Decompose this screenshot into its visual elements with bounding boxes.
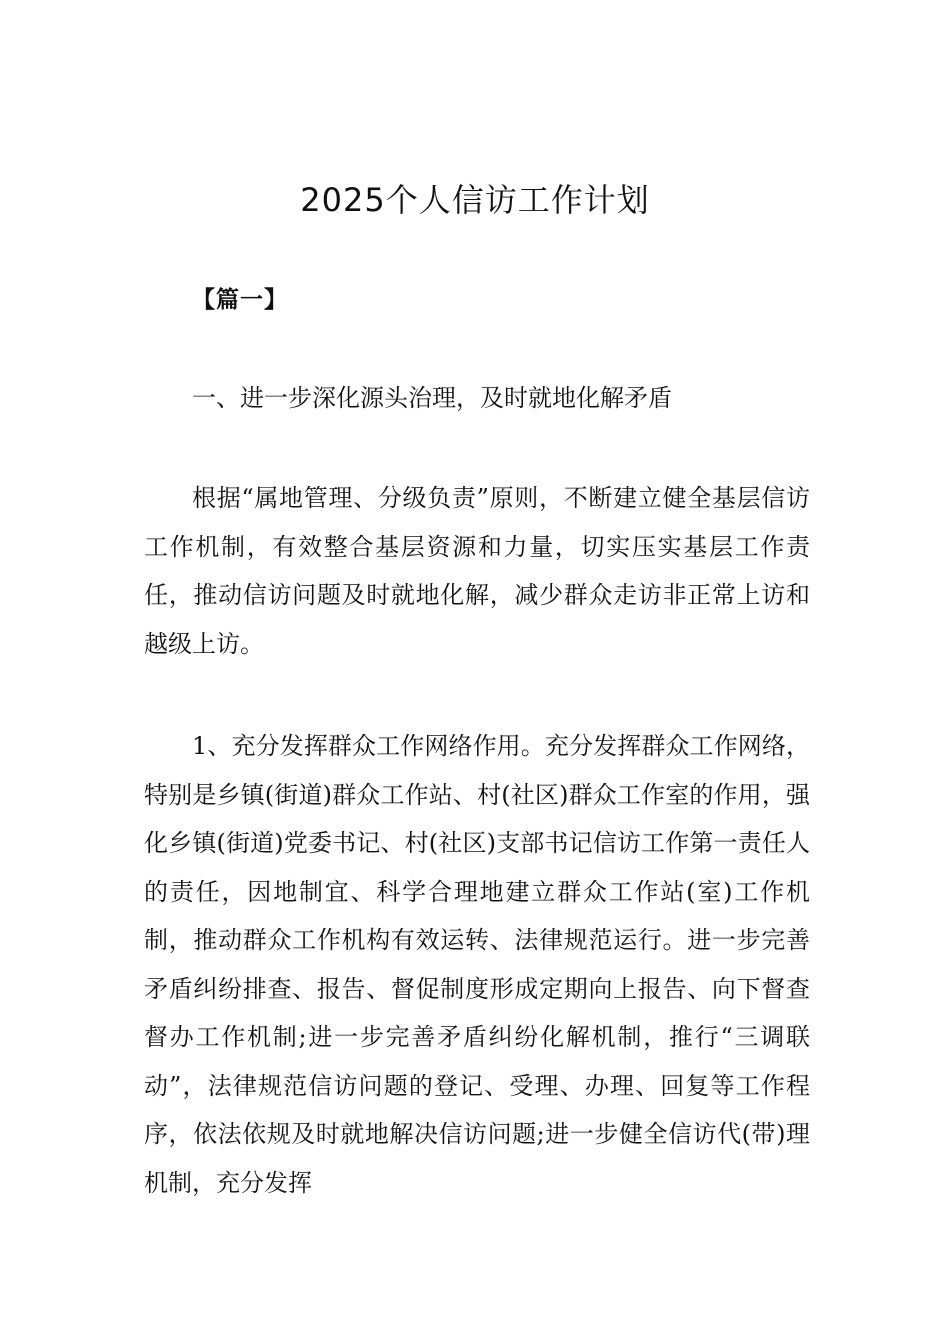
section-heading: 一、进一步深化源头治理，及时就地化解矛盾 xyxy=(192,384,672,412)
section-tag: 【篇一】 xyxy=(192,287,288,313)
body-paragraph: 1、充分发挥群众工作网络作用。充分发挥群众工作网络，特别是乡镇(街道)群众工作站、村(社区)群众工作室的作用，强化乡镇(街道)党委书记、村(社区)支部书记信访工作第一责任人的责任，因地制宜、科学合理地建立群众工作站(室)工作机制，推动群众工作机构有效运转、法律规范运行。进一步完善矛盾纠纷排查、报告、督促制度形成定期向上报告、向下督查督办工作机制;进一步完善矛盾纠纷化解机制，推行“三调联动”，法律规范信访问题的登记、受理、办理、回复等工作程序，依法依规及时就地解决信访问题;进一步健全信访代(带)理机制，充分发挥 xyxy=(144,732,810,1197)
document-title: 2025个人信访工作计划 xyxy=(300,181,650,219)
body-paragraph: 根据“属地管理、分级负责”原则，不断建立健全基层信访工作机制，有效整合基层资源和力量，切实压实基层工作责任，推动信访问题及时就地化解，减少群众走访非正常上访和越级上访。 xyxy=(144,484,810,658)
